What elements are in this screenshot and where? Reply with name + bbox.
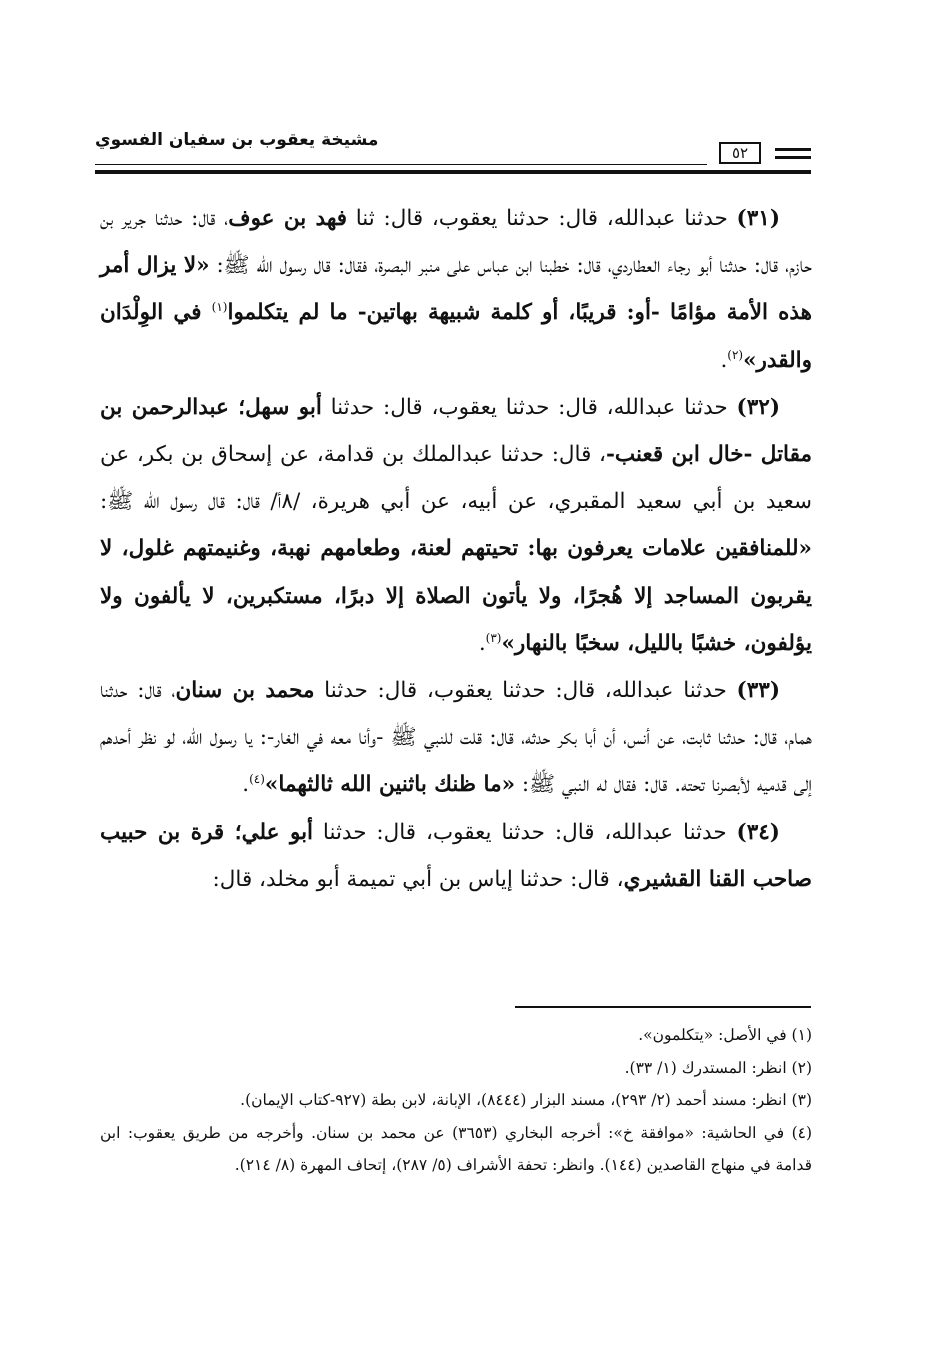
text-segment: . — [242, 772, 250, 798]
main-text — [100, 195, 812, 903]
footnote-ref: (٣) — [485, 630, 502, 645]
footnote-ref: (٢) — [727, 347, 744, 362]
text-segment: حدثنا عبدالله، قال: حدثنا يعقوب، قال: حدثنا — [313, 819, 737, 845]
emphasized-text: «لا يزال أمر هذه الأمة مؤامًا -أو: قريبًا، أو كلمة شبيهة بهاتين- ما لم يتكلموا — [100, 253, 812, 326]
header-thick-rule — [95, 170, 811, 174]
text-segment: . — [478, 630, 486, 656]
emphasized-text: أبو سهل؛ عبدالرحمن بن مقاتل -خال ابن قعنب- — [100, 394, 813, 468]
footnote-ref: (٤) — [249, 772, 265, 787]
footnote-separator — [515, 1006, 811, 1008]
text-segment: حدثنا عبدالله، قال: حدثنا يعقوب، قال: حدثنا — [314, 678, 737, 704]
emphasized-text: «للمنافقين علامات يعرفون بها: تحيتهم لعنة، وطعامهم نهبة، وغنيمتهم غلول، لا يقربون المساجد إلا هُجرًا، ولا يأتون الصلاة إلا دبرًا، مستكبرين، لا يألفون ولا يؤلفون، خشبًا بالليل، سخبًا بالنهار» — [100, 536, 812, 656]
footnote-ref: (١) — [211, 300, 228, 315]
text-segment: ، قال: حدثنا عبدالملك بن قدامة، عن إسحاق بن بكر، عن سعيد بن أبي سعيد المقبري، عن أبيه، عن أبي هريرة، /٨أ/ قال: قال رسول الله ﷺ: — [100, 442, 813, 515]
hadith-paragraph — [100, 195, 812, 384]
text-segment: حدثنا عبدالله، قال: حدثنا يعقوب، قال: حدثنا — [321, 394, 737, 420]
hadith-number: (٣٢) — [736, 394, 780, 420]
running-title: مشيخة يعقوب بن سفيان الفسوي — [95, 130, 379, 150]
text-segment: ، قال: حدثنا إياس بن أبي تميمة أبو مخلد، قال: — [212, 866, 624, 892]
hadith-number: (٣٣) — [736, 678, 780, 704]
text-segment: ، قال: حدثنا جرير بن حازم، قال: حدثنا أبو رجاء العطاردي، قال: خطبنا ابن عباس على منبر البصرة، فقال: قال رسول الله ﷺ: — [100, 206, 812, 279]
header-dash-bottom — [775, 156, 811, 159]
text-segment: ، قال: حدثنا همام، قال: حدثنا ثابت، عن أنس، أن أبا بكر حدثه، قال: قلت للنبي ﷺ -وأنا معه في الغار-: يا رسول الله، لو نظر أحدهم إلى قدميه لأبصرنا تحته. قال: فقال له النبي ﷺ: — [100, 678, 812, 798]
page-header — [95, 128, 811, 176]
emphasized-text: محمد بن سنان — [175, 678, 315, 704]
header-thin-rule — [95, 164, 707, 165]
footnotes — [100, 1019, 812, 1182]
emphasized-text: في الوِلْدَان والقدر» — [100, 300, 812, 373]
hadith-number: (٣٤) — [736, 819, 780, 845]
footnote: (٣) انظر: مسند أحمد (٢/ ٢٩٣)، مسند البزار (٨٤٤٤)، الإبانة، لابن بطة (٩٢٧-كتاب الإيمان). — [240, 1091, 812, 1109]
emphasized-text: «ما ظنك باثنين الله ثالثهما» — [264, 772, 516, 798]
hadith-paragraph — [100, 384, 812, 667]
footnote: (١) في الأصل: «يتكلمون». — [638, 1026, 812, 1044]
footnote: (٢) انظر: المستدرك (١/ ٣٣). — [624, 1058, 812, 1077]
header-dash-top — [775, 148, 811, 151]
emphasized-text: فهد بن عوف — [228, 206, 348, 231]
hadith-paragraph — [100, 809, 812, 903]
emphasized-text: أبو علي؛ قرة بن حبيب صاحب القنا القشيري — [100, 819, 812, 892]
hadith-paragraph — [100, 667, 812, 809]
text-segment: . — [720, 347, 728, 373]
footnote: (٤) في الحاشية: «موافقة خ»: أخرجه البخاري (٣٦٥٣) عن محمد بن سنان. وأخرجه من طريق يعقوب: ابن قدامة في منهاج القاصدين (١٤٤). وانظر: تحفة الأشراف (٥/ ٢٨٧)، إتحاف المهرة (٨/ ٢١٤). — [100, 1123, 813, 1174]
text-segment: حدثنا عبدالله، قال: حدثنا يعقوب، قال: ثنا — [347, 206, 737, 231]
page-number: ٥٢ — [719, 142, 761, 164]
hadith-number: (٣١) — [736, 206, 780, 231]
